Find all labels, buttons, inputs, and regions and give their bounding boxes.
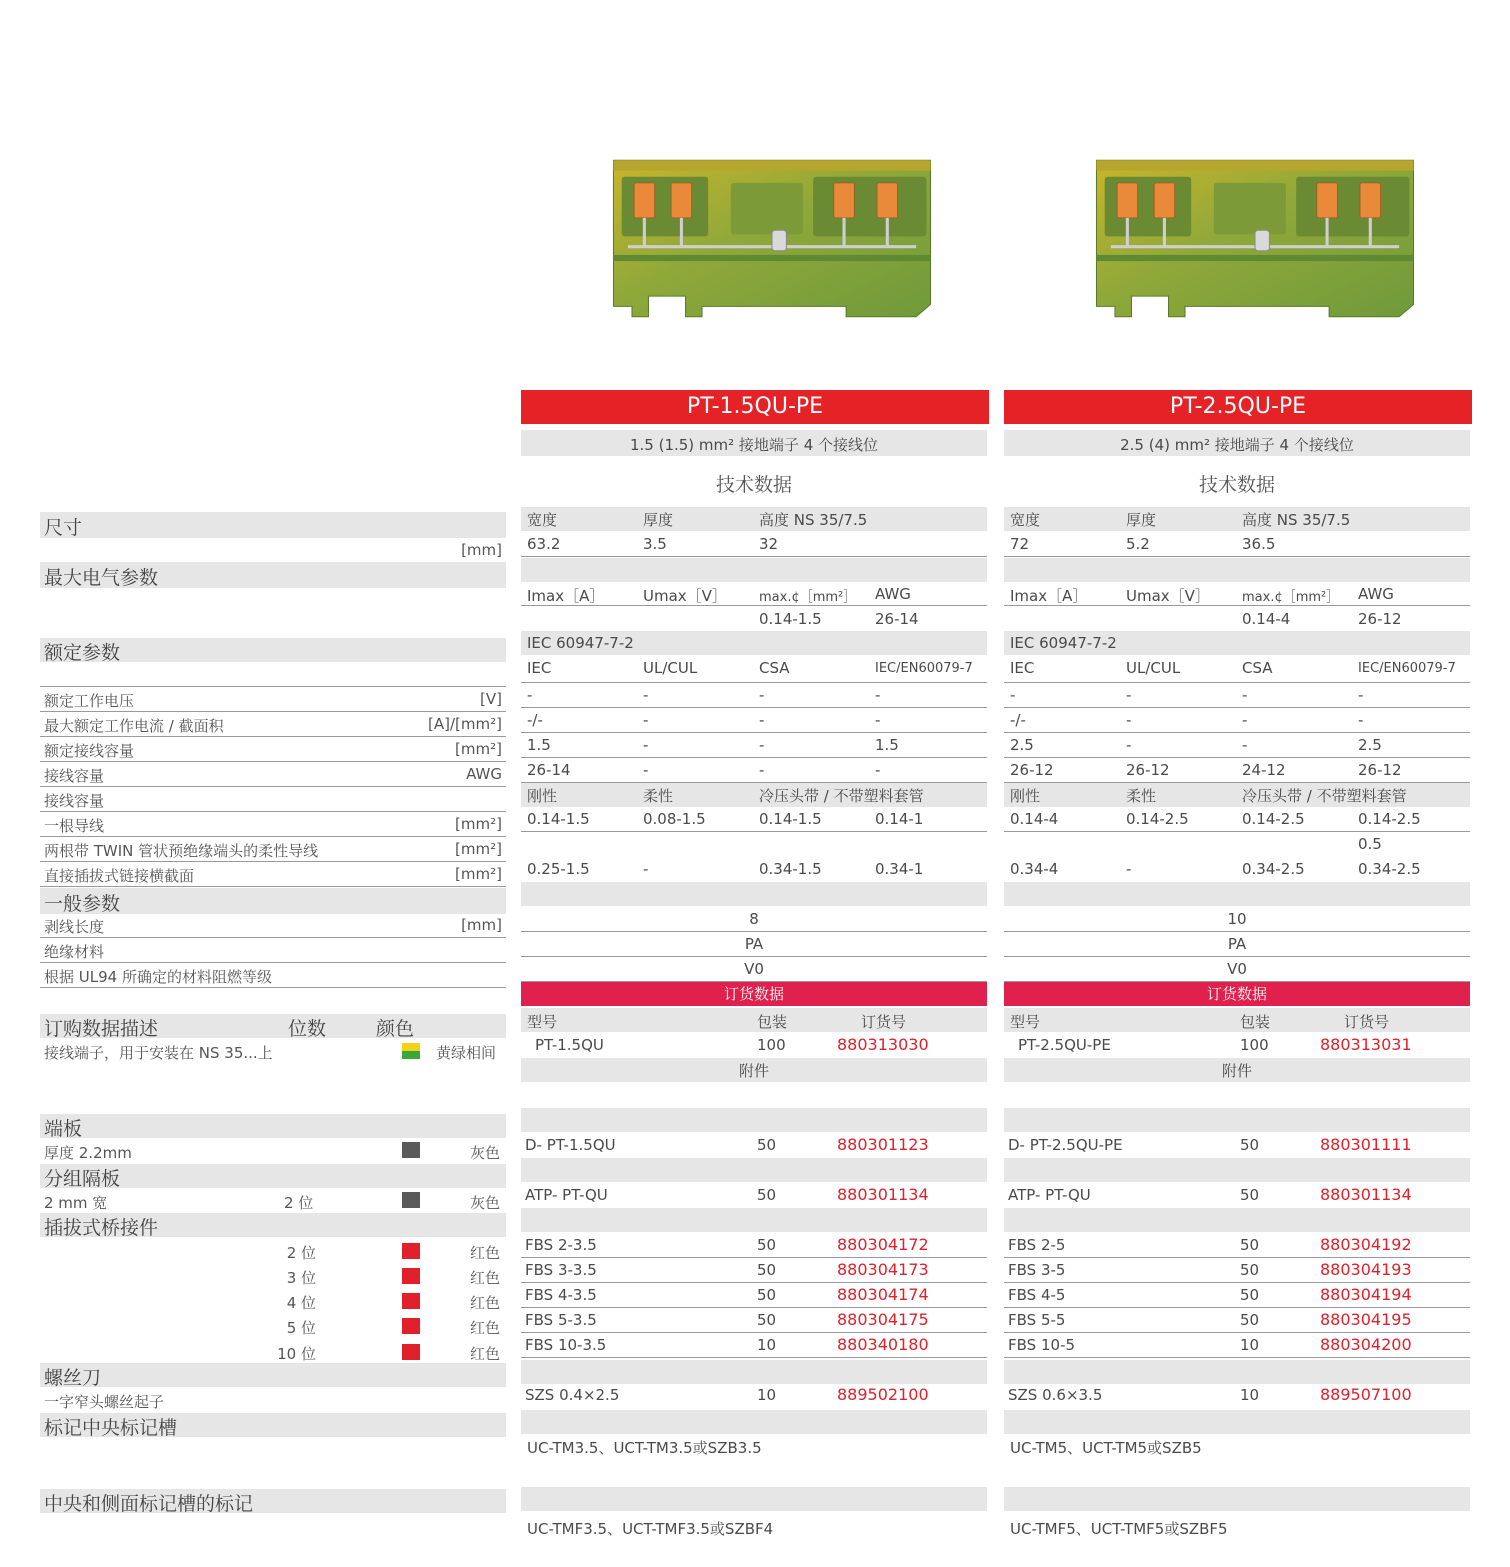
bridge-number: 880304175 (837, 1310, 929, 1329)
bridge-number: 880304174 (837, 1285, 929, 1304)
elec-header: AWG (875, 585, 911, 603)
wire-value: 0.14-1.5 (759, 810, 822, 828)
std-header: IEC (1010, 659, 1035, 677)
rated-value: - (875, 711, 881, 729)
rated-row-label: 最大额定工作电流 / 截面积 (44, 717, 224, 735)
rated-value: 2.5 (1358, 736, 1382, 754)
product-title: PT-2.5QU-PE (1004, 390, 1472, 424)
bridge-type: FBS 5-5 (1008, 1311, 1066, 1329)
row-divider (1004, 682, 1470, 683)
bridge-pack: 50 (1240, 1286, 1260, 1304)
bridge-number: 880304172 (837, 1235, 929, 1254)
product-subtitle: 1.5 (1.5) mm² 接地端子 4 个接线位 (629, 436, 879, 454)
rated-row-unit: [mm²] (455, 815, 502, 833)
row-divider (521, 931, 987, 932)
bridge-type: FBS 3-3.5 (525, 1261, 597, 1279)
bridge-number: 880304173 (837, 1260, 929, 1279)
product-title: PT-1.5QU-PE (521, 390, 989, 424)
bridge-pack: 50 (757, 1286, 777, 1304)
row-band (521, 1487, 987, 1511)
accessories-header: 附件 (738, 1062, 769, 1080)
rated-row-label: 直接插拔式链接横截面 (44, 867, 195, 885)
row-divider (1004, 1257, 1470, 1258)
wire-value: 0.34-2.5 (1358, 860, 1421, 878)
section-bridge: 插拔式桥接件 (44, 1217, 159, 1239)
bridge-positions: 4 位 (286, 1294, 316, 1312)
std-header: UL/CUL (1126, 659, 1181, 677)
screwdriver-row: 一字窄头螺丝起子 (44, 1393, 165, 1411)
row-band (1004, 1108, 1470, 1132)
rated-value: - (1242, 711, 1248, 729)
rated-value: - (875, 686, 881, 704)
dim-value: 63.2 (527, 535, 561, 553)
bridge-number: 880304192 (1320, 1235, 1412, 1254)
row-band (521, 1410, 987, 1434)
bridge-type: FBS 2-3.5 (525, 1236, 597, 1254)
order-header: 型号 (1010, 1013, 1041, 1031)
color-header: 颜色 (376, 1018, 415, 1040)
row-band (1004, 1487, 1470, 1511)
dim-value: 36.5 (1242, 535, 1276, 553)
red-swatch (402, 1344, 420, 1360)
red-swatch (402, 1268, 420, 1284)
positions-header: 位数 (288, 1018, 327, 1040)
general-value: 10 (1227, 910, 1247, 928)
gray-swatch (402, 1192, 420, 1208)
bridge-number: 880304200 (1320, 1335, 1412, 1354)
rated-value: 26-12 (1126, 761, 1170, 779)
rated-value: 24-12 (1242, 761, 1286, 779)
wire-value: 0.34-1.5 (759, 860, 822, 878)
wire-value: - (643, 860, 649, 878)
rated-row-unit: [mm²] (455, 865, 502, 883)
row-divider (40, 761, 506, 762)
dim-header: 厚度 (643, 511, 674, 529)
screwdriver-type: SZS 0.4×2.5 (525, 1386, 620, 1404)
bridge-type: FBS 10-3.5 (525, 1336, 607, 1354)
row-band (521, 1108, 987, 1132)
section-marker-side: 中央和侧面标记槽的标记 (44, 1493, 254, 1515)
separator-row: 2 mm 宽 (44, 1194, 108, 1212)
row-band (521, 1008, 987, 1032)
row-divider (521, 732, 987, 733)
row-divider (1004, 1282, 1470, 1283)
general-row-label: 绝缘材料 (44, 943, 105, 961)
rated-value: - (1126, 736, 1132, 754)
rated-value: - (643, 711, 649, 729)
order-type: PT-2.5QU-PE (1018, 1036, 1111, 1054)
order-pack: 100 (757, 1036, 786, 1054)
bridge-color: 红色 (470, 1244, 501, 1262)
general-value: PA (744, 935, 764, 953)
marker-side: UC-TMF5、UCT-TMF5或SZBF5 (1010, 1520, 1228, 1538)
row-divider (1004, 956, 1470, 957)
elec-header: Umax［V］ (1126, 587, 1210, 605)
bridge-type: FBS 3-5 (1008, 1261, 1066, 1279)
row-band (521, 1208, 987, 1232)
row-divider (40, 987, 506, 988)
order-row-desc: 接线端子，用于安装在 NS 35...上 (44, 1044, 273, 1062)
row-divider (40, 886, 506, 887)
elec-value: 0.14-4 (1242, 610, 1291, 628)
order-header: 包装 (757, 1013, 788, 1031)
row-band (1004, 1208, 1470, 1232)
row-divider (40, 836, 506, 837)
elec-value: 26-14 (875, 610, 919, 628)
wire-value: 0.34-4 (1010, 860, 1059, 878)
rated-row-unit: [V] (480, 690, 502, 708)
order-type: PT-1.5QU (535, 1036, 604, 1054)
bridge-number: 880304193 (1320, 1260, 1412, 1279)
end-plate-pack: 50 (1240, 1136, 1260, 1154)
bridge-pack: 50 (1240, 1311, 1260, 1329)
screwdriver-pack: 10 (757, 1386, 777, 1404)
row-band (1004, 1008, 1470, 1032)
std-header: CSA (1242, 659, 1273, 677)
bridge-positions: 3 位 (286, 1269, 316, 1287)
row-divider (521, 956, 987, 957)
end-plate-pack: 50 (757, 1136, 777, 1154)
end-plate-number: 880301111 (1320, 1135, 1412, 1154)
row-band (521, 882, 987, 906)
rated-row-unit: [A]/[mm²] (428, 715, 502, 733)
row-band (1004, 1410, 1470, 1434)
row-divider (1004, 1307, 1470, 1308)
row-divider (40, 736, 506, 737)
wire-header: 柔性 (1126, 787, 1157, 805)
rated-row-unit: [mm²] (455, 740, 502, 758)
wire-header: 刚性 (1010, 787, 1041, 805)
section-dimensions: 尺寸 (44, 517, 83, 539)
red-swatch (402, 1293, 420, 1309)
unit-mm: [mm] (461, 541, 502, 559)
bridge-pack: 50 (1240, 1261, 1260, 1279)
rated-value: - (1126, 686, 1132, 704)
screwdriver-pack: 10 (1240, 1386, 1260, 1404)
rated-value: -/- (527, 711, 543, 729)
wire-value: 0.25-1.5 (527, 860, 590, 878)
order-data-header: 订货数据 (521, 982, 987, 1006)
bridge-number: 880304195 (1320, 1310, 1412, 1329)
row-divider (1004, 1357, 1470, 1358)
wire-header: 柔性 (643, 787, 674, 805)
separator-pack: 50 (1240, 1186, 1260, 1204)
row-divider (521, 1332, 987, 1333)
row-divider (1004, 556, 1470, 557)
row-divider (1004, 931, 1470, 932)
bridge-type: FBS 4-3.5 (525, 1286, 597, 1304)
rated-value: - (643, 686, 649, 704)
general-value: 8 (749, 910, 759, 928)
bridge-color: 红色 (470, 1294, 501, 1312)
bridge-color: 红色 (470, 1269, 501, 1287)
wire-value: 0.14-2.5 (1126, 810, 1189, 828)
row-divider (40, 861, 506, 862)
row-divider (521, 757, 987, 758)
bridge-pack: 50 (757, 1261, 777, 1279)
rated-row-label: 接线容量 (44, 767, 105, 785)
row-divider (40, 711, 506, 712)
bridge-positions: 2 位 (286, 1244, 316, 1262)
std-header: IEC/EN60079-7 (875, 661, 973, 676)
elec-value: 0.14-1.5 (759, 610, 822, 628)
row-divider (1004, 707, 1470, 708)
order-header: 型号 (527, 1013, 558, 1031)
section-rated-params: 额定参数 (44, 642, 121, 664)
wire-header: 冷压头带 / 不带塑料套管 (1242, 787, 1407, 805)
std-header: UL/CUL (643, 659, 698, 677)
row-divider (40, 786, 506, 787)
wire-value: 0.34-1 (875, 860, 924, 878)
end-plate-type: D- PT-1.5QU (525, 1136, 616, 1154)
dim-value: 3.5 (643, 535, 667, 553)
end-plate-type: D- PT-2.5QU-PE (1008, 1136, 1123, 1154)
elec-header: AWG (1358, 585, 1394, 603)
section-screwdriver: 螺丝刀 (44, 1367, 102, 1389)
rated-value: - (875, 761, 881, 779)
end-plate-color: 灰色 (470, 1144, 501, 1162)
separator-number: 880301134 (1320, 1185, 1412, 1204)
separator-pack: 50 (757, 1186, 777, 1204)
row-band (1004, 1360, 1470, 1384)
marker-center: UC-TM3.5、UCT-TM3.5或SZB3.5 (527, 1439, 762, 1457)
row-divider (521, 682, 987, 683)
std-header: IEC/EN60079-7 (1358, 661, 1456, 676)
bridge-number: 880340180 (837, 1335, 929, 1354)
end-plate-number: 880301123 (837, 1135, 929, 1154)
bridge-type: FBS 2-5 (1008, 1236, 1066, 1254)
bridge-color: 红色 (470, 1345, 501, 1363)
row-divider (40, 962, 506, 963)
wire-value: 0.14-2.5 (1358, 810, 1421, 828)
standard: IEC 60947-7-2 (527, 634, 634, 652)
wire-value: 0.14-1 (875, 810, 924, 828)
screwdriver-number: 889507100 (1320, 1385, 1412, 1404)
order-header: 订货号 (1344, 1013, 1390, 1031)
section-separator: 分组隔板 (44, 1168, 121, 1190)
wire-value: 0.14-4 (1010, 810, 1059, 828)
dim-header: 高度 NS 35/7.5 (759, 511, 868, 529)
wire-value: 0.08-1.5 (643, 810, 706, 828)
row-band (521, 1158, 987, 1182)
row-divider (521, 556, 987, 557)
row-divider (521, 1357, 987, 1358)
screwdriver-type: SZS 0.6×3.5 (1008, 1386, 1103, 1404)
row-divider (521, 707, 987, 708)
elec-header: Imax［A］ (1010, 587, 1088, 605)
row-divider (1004, 605, 1470, 606)
rated-value: -/- (1010, 711, 1026, 729)
order-header: 订货号 (861, 1013, 907, 1031)
dim-value: 32 (759, 535, 779, 553)
rated-value: 26-12 (1358, 761, 1402, 779)
rated-value: - (1242, 686, 1248, 704)
std-header: CSA (759, 659, 790, 677)
end-plate-row: 厚度 2.2mm (44, 1144, 132, 1162)
row-band (1004, 882, 1470, 906)
section-marker-center: 标记中央标记槽 (44, 1417, 178, 1439)
wire-value: 0.34-2.5 (1242, 860, 1305, 878)
row-divider (1004, 732, 1470, 733)
bridge-pack: 50 (757, 1311, 777, 1329)
row-divider (521, 831, 987, 832)
rated-value: - (643, 736, 649, 754)
rated-row-label: 额定工作电压 (44, 692, 135, 710)
marker-side: UC-TMF3.5、UCT-TMF3.5或SZBF4 (527, 1520, 774, 1538)
general-row-label: 剥线长度 (44, 918, 105, 936)
tech-data-title: 技术数据 (715, 474, 792, 496)
std-header: IEC (527, 659, 552, 677)
order-data-header: 订货数据 (1004, 982, 1470, 1006)
gray-swatch (402, 1142, 420, 1158)
general-value: V0 (744, 960, 764, 978)
red-swatch (402, 1243, 420, 1259)
bridge-pack: 50 (757, 1236, 777, 1254)
general-value: PA (1227, 935, 1247, 953)
bridge-type: FBS 5-3.5 (525, 1311, 597, 1329)
row-divider (1004, 757, 1470, 758)
dim-header: 厚度 (1126, 511, 1157, 529)
row-divider (1004, 1332, 1470, 1333)
order-desc-header: 订购数据描述 (44, 1018, 159, 1040)
dim-header: 宽度 (1010, 511, 1041, 529)
separator-type: ATP- PT-QU (1008, 1186, 1091, 1204)
wire-header: 刚性 (527, 787, 558, 805)
screwdriver-number: 889502100 (837, 1385, 929, 1404)
elec-header: max.¢［mm²］ (759, 590, 857, 605)
tech-data-title: 技术数据 (1198, 474, 1275, 496)
product-subtitle: 2.5 (4) mm² 接地端子 4 个接线位 (1120, 436, 1354, 454)
row-band (521, 507, 987, 531)
red-swatch (402, 1318, 420, 1334)
rated-value: - (1126, 711, 1132, 729)
rated-value: 26-12 (1010, 761, 1054, 779)
general-row-label: 根据 UL94 所确定的材料阻燃等级 (44, 968, 272, 986)
rated-row-label: 一根导线 (44, 817, 105, 835)
elec-header: max.¢［mm²］ (1242, 590, 1340, 605)
order-number: 880313031 (1320, 1035, 1412, 1054)
order-header: 包装 (1240, 1013, 1271, 1031)
bridge-color: 红色 (470, 1319, 501, 1337)
dim-value: 5.2 (1126, 535, 1150, 553)
rated-value: 26-14 (527, 761, 571, 779)
order-number: 880313030 (837, 1035, 929, 1054)
rated-value: 1.5 (527, 736, 551, 754)
rated-row-label: 接线容量 (44, 792, 105, 810)
rated-value: - (759, 736, 765, 754)
rated-value: 1.5 (875, 736, 899, 754)
standard: IEC 60947-7-2 (1010, 634, 1117, 652)
wire-value: - (1126, 860, 1132, 878)
row-divider (521, 1257, 987, 1258)
wire-value: 0.14-1.5 (527, 810, 590, 828)
row-band (1004, 1158, 1470, 1182)
row-divider (521, 1282, 987, 1283)
bridge-pack: 10 (757, 1336, 777, 1354)
wire-value: 0.14-2.5 (1242, 810, 1305, 828)
rated-row-unit: [mm²] (455, 840, 502, 858)
separator-number: 880301134 (837, 1185, 929, 1204)
rated-row-unit: AWG (466, 765, 502, 783)
bridge-positions: 10 位 (277, 1345, 316, 1363)
separator-type: ATP- PT-QU (525, 1186, 608, 1204)
bridge-pack: 10 (1240, 1336, 1260, 1354)
general-row-unit: [mm] (461, 916, 502, 934)
rated-value: 2.5 (1010, 736, 1034, 754)
row-band (1004, 558, 1470, 582)
accessories-header: 附件 (1221, 1062, 1252, 1080)
section-max-electrical: 最大电气参数 (44, 567, 159, 589)
bridge-type: FBS 10-5 (1008, 1336, 1075, 1354)
bridge-type: FBS 4-5 (1008, 1286, 1066, 1304)
dim-header: 高度 NS 35/7.5 (1242, 511, 1351, 529)
marker-center: UC-TM5、UCT-TM5或SZB5 (1010, 1439, 1202, 1457)
bridge-positions: 5 位 (286, 1319, 316, 1337)
general-value: V0 (1227, 960, 1247, 978)
rated-value: - (643, 761, 649, 779)
elec-header: Imax［A］ (527, 587, 605, 605)
bridge-pack: 50 (1240, 1236, 1260, 1254)
dim-header: 宽度 (527, 511, 558, 529)
terminal-block-image (1090, 152, 1420, 327)
row-band (521, 1360, 987, 1384)
rated-value: - (759, 761, 765, 779)
elec-value: 26-12 (1358, 610, 1402, 628)
rated-value: - (1010, 686, 1016, 704)
row-divider (40, 811, 506, 812)
rated-value: - (1242, 736, 1248, 754)
rated-row-label: 两根带 TWIN 管状预绝缘端头的柔性导线 (44, 842, 319, 860)
terminal-block-image (607, 152, 937, 327)
row-band (1004, 507, 1470, 531)
rated-value: - (1358, 686, 1364, 704)
order-row-color: 黄绿相间 (436, 1044, 497, 1062)
wire-value: 0.5 (1358, 835, 1382, 853)
section-end-plate: 端板 (44, 1118, 83, 1140)
rated-value: - (1358, 711, 1364, 729)
rated-value: - (527, 686, 533, 704)
section-general: 一般参数 (44, 893, 121, 915)
wire-header: 冷压头带 / 不带塑料套管 (759, 787, 924, 805)
rated-value: - (759, 686, 765, 704)
dim-value: 72 (1010, 535, 1030, 553)
yellow-green-swatch (402, 1043, 420, 1059)
row-divider (1004, 831, 1470, 832)
row-divider (521, 605, 987, 606)
separator-positions: 2 位 (284, 1194, 314, 1212)
rated-value: - (759, 711, 765, 729)
rated-row-label: 额定接线容量 (44, 742, 135, 760)
row-divider (521, 1307, 987, 1308)
bridge-number: 880304194 (1320, 1285, 1412, 1304)
order-pack: 100 (1240, 1036, 1269, 1054)
row-band (521, 558, 987, 582)
row-divider (40, 937, 506, 938)
separator-color: 灰色 (470, 1194, 501, 1212)
elec-header: Umax［V］ (643, 587, 727, 605)
